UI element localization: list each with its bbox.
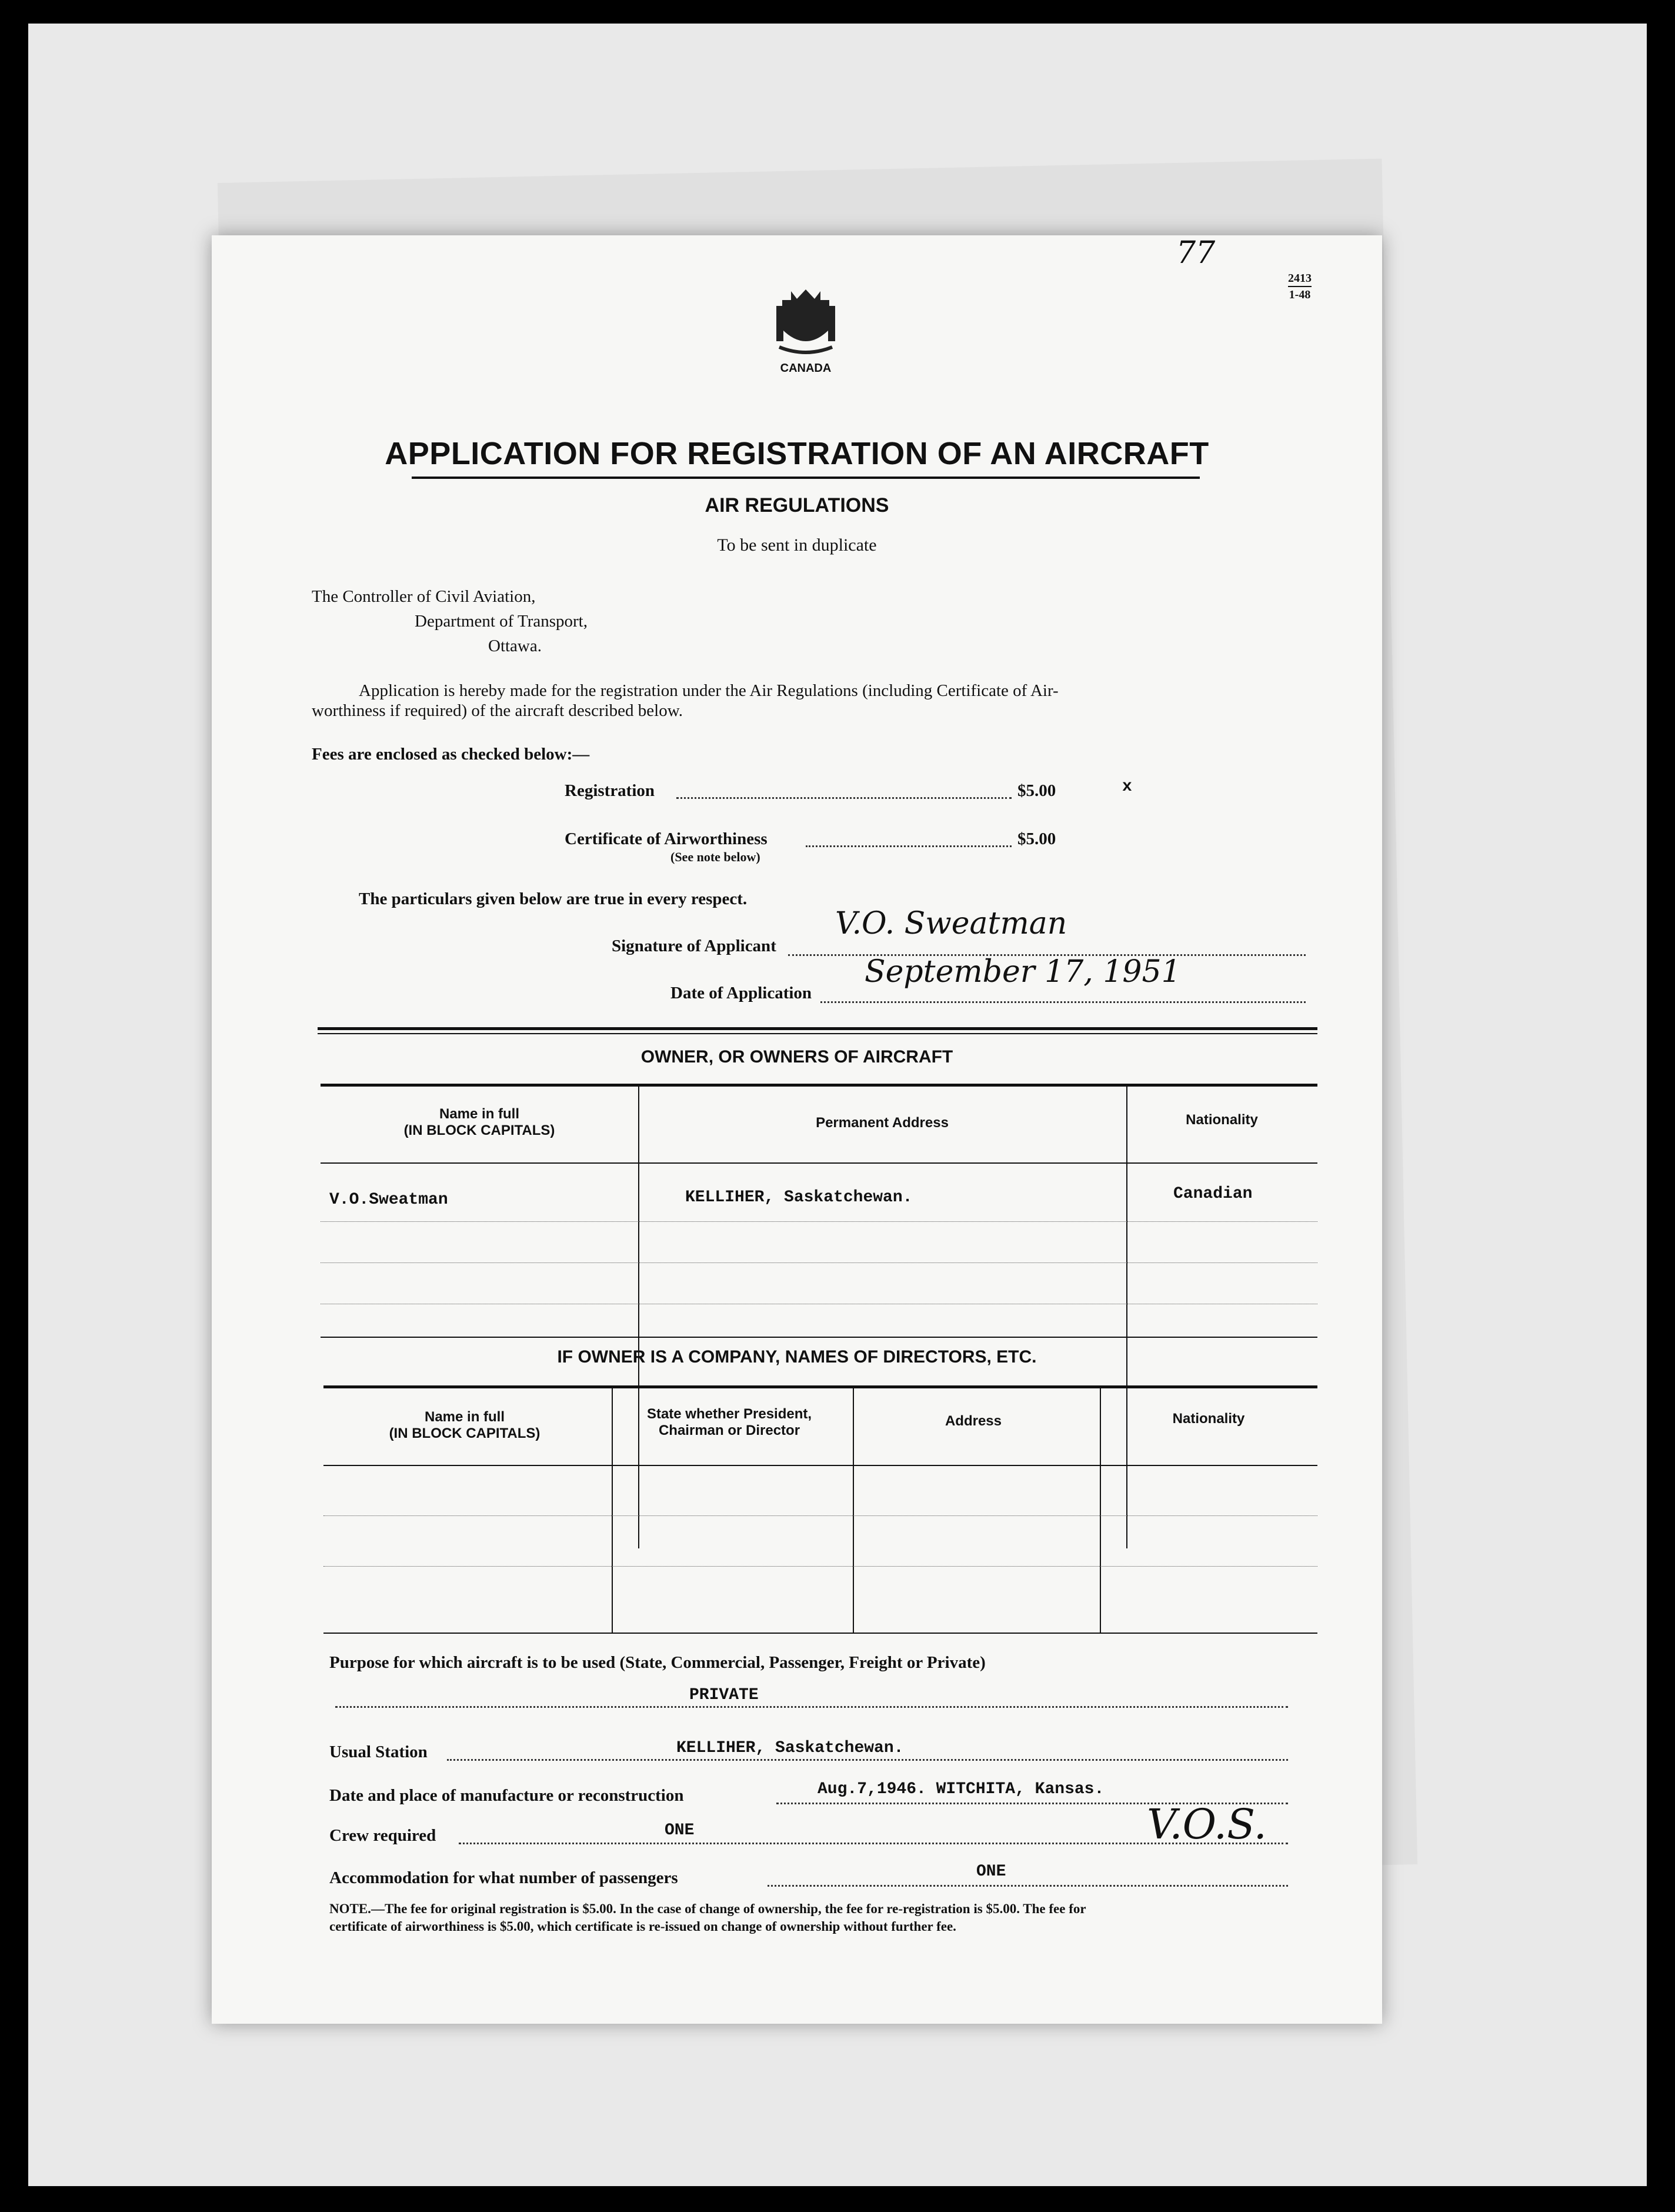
registration-fee-amount: $5.00 xyxy=(1017,781,1056,800)
owners-table-top xyxy=(321,1084,1317,1087)
owners-col-name-line-2: (IN BLOCK CAPITALS) xyxy=(403,1122,555,1138)
date-label: Date of Application xyxy=(670,984,812,1002)
directors-table-top xyxy=(323,1385,1317,1388)
usual-station-label: Usual Station xyxy=(329,1743,428,1761)
directors-col-divider-1 xyxy=(612,1385,613,1633)
application-text-line-1: Application is hereby made for the registration under the Air Regulations (including Certificate of Air- xyxy=(359,681,1059,700)
purpose-value: PRIVATE xyxy=(689,1686,759,1704)
applicant-signature: V.O. Sweatman xyxy=(835,906,1067,941)
usual-station-value: KELLIHER, Saskatchewan. xyxy=(676,1739,904,1757)
owners-heading: OWNER, OR OWNERS OF AIRCRAFT xyxy=(640,1047,953,1067)
directors-col-role-line-2: Chairman or Director xyxy=(658,1423,800,1438)
directors-col-divider-3 xyxy=(1100,1385,1101,1633)
title-underline xyxy=(412,477,1200,479)
application-text-line-2: worthiness if required) of the aircraft described below. xyxy=(312,701,683,720)
note-line-2: certificate of airworthiness is $5.00, which certificate is re-issued on change of ownership without further fee. xyxy=(329,1919,956,1934)
directors-col-role-line-1: State whether President, xyxy=(646,1406,812,1422)
form-title: APPLICATION FOR REGISTRATION OF AN AIRCRAFT xyxy=(385,436,1209,471)
manufacture-label: Date and place of manufacture or reconstruction xyxy=(329,1786,684,1805)
directors-heading: IF OWNER IS A COMPANY, NAMES OF DIRECTORS, ETC. xyxy=(557,1347,1037,1367)
form-number-value: 2413 xyxy=(1288,272,1312,285)
form-number xyxy=(1288,271,1312,302)
passengers-line xyxy=(768,1885,1288,1887)
note-label: NOTE. xyxy=(329,1901,371,1916)
directors-col-role xyxy=(612,1406,847,1439)
purpose-label: Purpose for which aircraft is to be used (State, Commercial, Passenger, Freight or Private) xyxy=(329,1653,986,1672)
owner-address: KELLIHER, Saskatchewan. xyxy=(685,1188,913,1207)
crew-label: Crew required xyxy=(329,1826,436,1845)
signature-label: Signature of Applicant xyxy=(612,937,776,955)
passengers-value: ONE xyxy=(976,1863,1006,1881)
directors-col-name xyxy=(323,1409,606,1442)
form-subtitle: AIR REGULATIONS xyxy=(705,494,889,517)
declaration-statement: The particulars given below are true in every respect. xyxy=(359,890,748,908)
application-date: September 17, 1951 xyxy=(865,954,1181,990)
addressee-line-2: Department of Transport, xyxy=(415,612,588,631)
directors-col-name-line-1: Name in full xyxy=(424,1409,505,1425)
airworthiness-fee-amount: $5.00 xyxy=(1017,830,1056,848)
directors-header-rule xyxy=(323,1465,1317,1466)
owners-top-rule-2 xyxy=(318,1033,1317,1034)
passengers-label: Accommodation for what number of passengers xyxy=(329,1868,678,1887)
owners-col-divider-2 xyxy=(1126,1084,1127,1548)
directors-col-name-line-2: (IN BLOCK CAPITALS) xyxy=(389,1425,540,1441)
registration-fee-leader xyxy=(676,797,1012,799)
fee-note xyxy=(329,1900,1329,1936)
registration-fee-label: Registration xyxy=(565,781,655,800)
owners-row-line xyxy=(321,1221,1317,1222)
crew-value: ONE xyxy=(665,1821,695,1840)
coat-of-arms-icon xyxy=(773,288,838,359)
form-revision: 1-48 xyxy=(1288,286,1312,302)
applicant-initials: V.O.S. xyxy=(1147,1800,1267,1848)
canada-crest xyxy=(770,288,841,375)
owner-nationality: Canadian xyxy=(1173,1185,1253,1203)
date-line xyxy=(820,1001,1306,1003)
owners-col-divider-1 xyxy=(638,1084,639,1548)
owners-col-name xyxy=(321,1106,638,1139)
owners-top-rule xyxy=(318,1027,1317,1030)
directors-table-bottom xyxy=(323,1633,1317,1634)
crest-label: CANADA xyxy=(780,362,832,375)
directors-row-line xyxy=(323,1566,1317,1567)
note-line-1: —The fee for original registration is $5.00. In the case of change of ownership, the fee for re-registration is $5.00. The fee for xyxy=(371,1901,1086,1916)
addressee-line-1: The Controller of Civil Aviation, xyxy=(312,587,536,606)
owner-name: V.O.Sweatman xyxy=(329,1191,448,1209)
owners-col-nationality: Nationality xyxy=(1186,1112,1258,1128)
airworthiness-note: (See note below) xyxy=(670,850,760,864)
directors-row-line xyxy=(323,1515,1317,1516)
directors-col-address: Address xyxy=(945,1413,1002,1429)
owners-table-bottom xyxy=(321,1337,1317,1338)
directors-col-divider-2 xyxy=(853,1385,854,1633)
page-number: 77 xyxy=(1176,235,1216,271)
registration-fee-check: x xyxy=(1122,778,1132,796)
purpose-line xyxy=(335,1706,1288,1708)
owners-col-name-line-1: Name in full xyxy=(439,1106,520,1122)
addressee-line-3: Ottawa. xyxy=(488,637,542,655)
duplicate-instruction: To be sent in duplicate xyxy=(717,535,877,555)
airworthiness-fee-label: Certificate of Airworthiness xyxy=(565,830,768,848)
directors-col-nationality: Nationality xyxy=(1172,1411,1245,1427)
owners-col-address: Permanent Address xyxy=(816,1115,949,1131)
owners-header-rule xyxy=(321,1162,1317,1164)
airworthiness-fee-leader xyxy=(806,845,1012,847)
owners-row-line xyxy=(321,1262,1317,1263)
usual-station-line xyxy=(447,1759,1288,1761)
fees-heading: Fees are enclosed as checked below:— xyxy=(312,745,590,764)
manufacture-value: Aug.7,1946. WITCHITA, Kansas. xyxy=(818,1780,1105,1798)
application-form xyxy=(212,235,1382,2024)
